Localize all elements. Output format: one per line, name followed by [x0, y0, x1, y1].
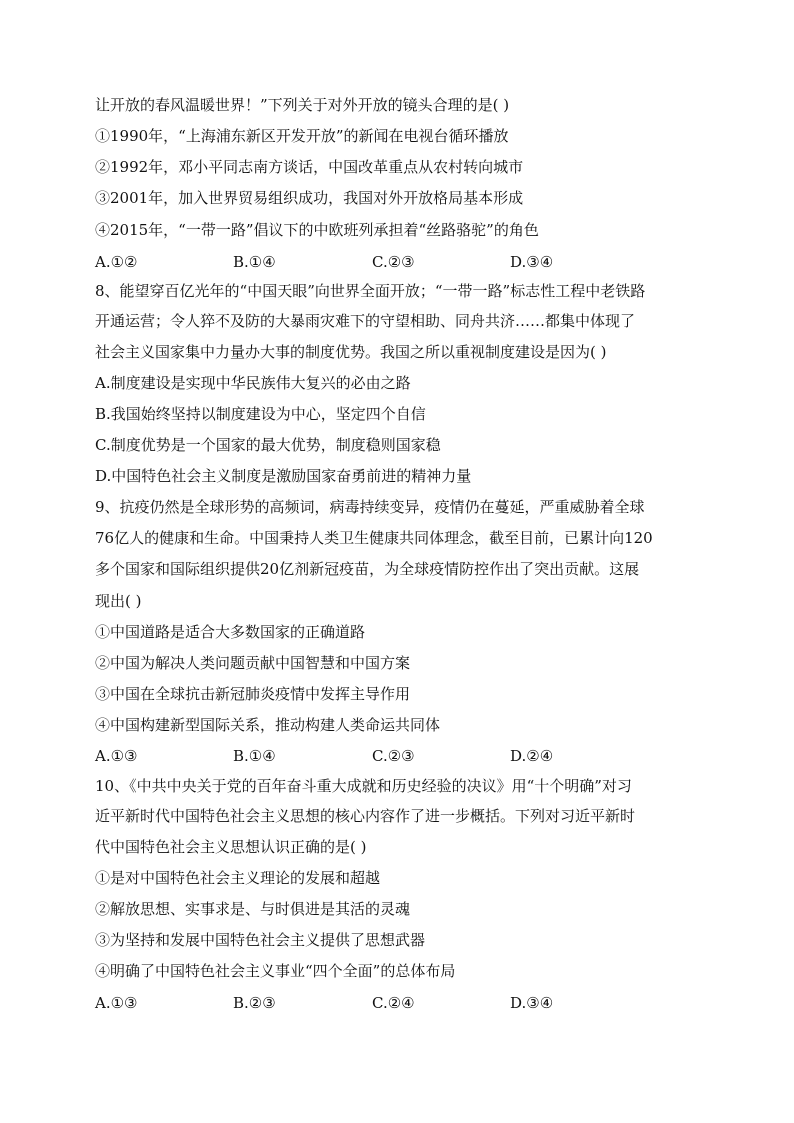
q7-choice-d: D.③④	[510, 253, 554, 271]
q9-stem-line-4: 现出( )	[95, 592, 142, 610]
q8-stem-line-1: 8、能望穿百亿光年的“中国天眼”向世界全面开放；“一带一路”标志性工程中老铁路	[95, 282, 646, 300]
q7-item-2: ②1992年，邓小平同志南方谈话，中国改革重点从农村转向城市	[95, 158, 524, 176]
q7-choice-c: C.②③	[372, 253, 415, 271]
q9-item-2: ②中国为解决人类问题贡献中国智慧和中国方案	[95, 654, 411, 672]
q9-item-3: ③中国在全球抗击新冠肺炎疫情中发挥主导作用	[95, 685, 411, 703]
q7-item-4: ④2015年，“一带一路”倡议下的中欧班列承担着“丝路骆驼”的角色	[95, 221, 539, 239]
q9-stem-line-1: 9、抗疫仍然是全球形势的高频词，病毒持续变异，疫情仍在蔓延，严重威胁着全球	[95, 498, 645, 516]
q10-choice-c: C.②④	[372, 994, 415, 1012]
q9-choice-c: C.②③	[372, 747, 415, 765]
q10-choice-a: A.①③	[95, 994, 138, 1012]
q9-stem-line-3: 多个国家和国际组织提供20亿剂新冠疫苗，为全球疫情防控作出了突出贡献。这展	[95, 560, 640, 578]
q7-choice-b: B.①④	[233, 253, 276, 271]
q10-stem-line-3: 代中国特色社会主义思想认识正确的是( )	[95, 838, 367, 856]
q7-stem-tail: 让开放的春风温暖世界！”下列关于对外开放的镜头合理的是( )	[95, 96, 510, 114]
q8-choice-a: A.制度建设是实现中华民族伟大复兴的必由之路	[95, 374, 411, 392]
q7-choice-a: A.①②	[95, 253, 138, 271]
q9-stem-line-2: 76亿人的健康和生命。中国秉持人类卫生健康共同体理念，截至目前，已累计向120	[95, 529, 653, 547]
q8-choice-d: D.中国特色社会主义制度是激励国家奋勇前进的精神力量	[95, 467, 472, 485]
q8-choice-c: C.制度优势是一个国家的最大优势，制度稳则国家稳	[95, 436, 441, 454]
q10-choice-b: B.②③	[233, 994, 276, 1012]
q10-item-4: ④明确了中国特色社会主义事业“四个全面”的总体布局	[95, 962, 456, 980]
q7-item-1: ①1990年，“上海浦东新区开发开放”的新闻在电视台循环播放	[95, 127, 509, 145]
q9-item-1: ①中国道路是适合大多数国家的正确道路	[95, 623, 366, 641]
q9-choice-d: D.②④	[510, 747, 554, 765]
q10-stem-line-2: 近平新时代中国特色社会主义思想的核心内容作了进一步概括。下列对习近平新时	[95, 807, 636, 825]
q8-stem-line-3: 社会主义国家集中力量办大事的制度优势。我国之所以重视制度建设是因为( )	[95, 343, 607, 361]
q10-item-2: ②解放思想、实事求是、与时俱进是其活的灵魂	[95, 900, 411, 918]
q10-item-3: ③为坚持和发展中国特色社会主义提供了思想武器	[95, 931, 426, 949]
q10-stem-line-1: 10、《中共中央关于党的百年奋斗重大成就和历史经验的决议》用“十个明确”对习	[95, 777, 632, 795]
q9-item-4: ④中国构建新型国际关系，推动构建人类命运共同体	[95, 716, 441, 734]
q9-choice-a: A.①③	[95, 747, 138, 765]
q10-choice-d: D.③④	[510, 994, 554, 1012]
q7-item-3: ③2001年，加入世界贸易组织成功，我国对外开放格局基本形成	[95, 189, 524, 207]
q10-item-1: ①是对中国特色社会主义理论的发展和超越	[95, 869, 381, 887]
q8-stem-line-2: 开通运营；令人猝不及防的大暴雨灾难下的守望相助、同舟共济……都集中体现了	[95, 312, 636, 330]
q9-choice-b: B.①④	[233, 747, 276, 765]
q8-choice-b: B.我国始终坚持以制度建设为中心，坚定四个自信	[95, 405, 426, 423]
